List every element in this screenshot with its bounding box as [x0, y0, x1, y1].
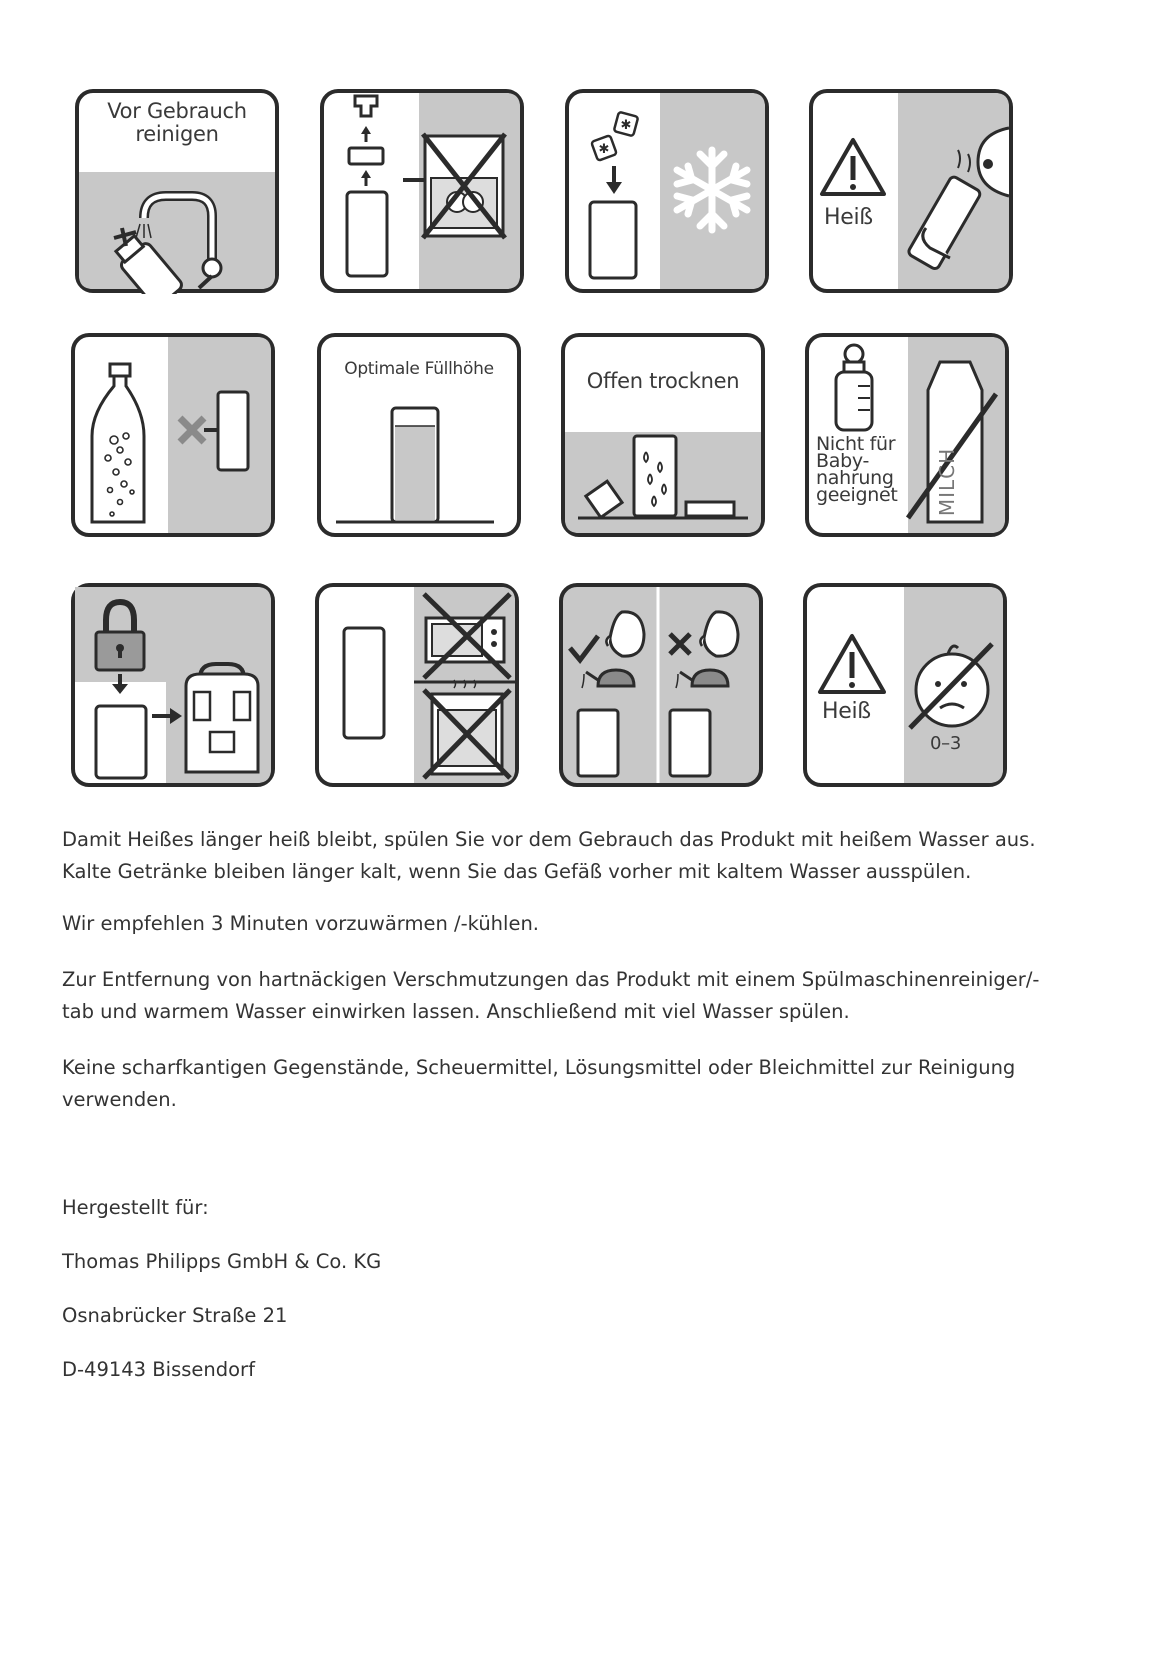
hot-children-warning-pictogram [802, 582, 1008, 788]
manufacturer-block [62, 1192, 1062, 1386]
clean-before-use-label: Vor Gebrauch reinigen [107, 99, 247, 146]
no-baby-food-label: Nicht für Baby-nahrung geeignet [816, 433, 898, 506]
instructions-block-2 [62, 908, 1062, 940]
instructions-block-3 [62, 964, 1062, 1028]
svg-text:✱: ✱ [598, 142, 610, 157]
paragraph-recommend: Wir empfehlen 3 Minuten vorzuwärmen /-kühlen. [62, 912, 540, 935]
age-range-label: 0–3 [930, 733, 962, 754]
no-dishwasher-pictogram [319, 88, 525, 294]
manufacturer-city: D-49143 Bissendorf [62, 1358, 255, 1381]
hot-warning-pictogram [808, 88, 1014, 294]
dry-open-pictogram [560, 332, 766, 538]
no-microwave-oven-pictogram [314, 582, 520, 788]
instructions-block-4 [62, 1052, 1062, 1116]
paragraph-stain-removal: Zur Entfernung von hartnäckigen Verschmutzungen das Produkt mit einem Spülmaschinenreiniger/-tab und warmem Wasser einwirken lassen. Anschließend mit viel Wasser spülen. [62, 968, 1040, 1023]
manufacturer-street: Osnabrücker Straße 21 [62, 1304, 288, 1327]
paragraph-preheat: Damit Heißes länger heiß bleibt, spülen Sie vor dem Gebrauch das Produkt mit heißem Wasser aus. Kalte Getränke bleiben länger kalt, wenn Sie das Gefäß vorher mit kaltem Wasser ausspülen. [62, 828, 1036, 883]
paragraph-cleaning-warning: Keine scharfkantigen Gegenstände, Scheuermittel, Lösungsmittel oder Bleichmittel zur Reinigung verwenden. [62, 1056, 1016, 1111]
locked-transport-pictogram [70, 582, 276, 788]
clean-before-use-pictogram [74, 88, 280, 294]
no-carbonated-drinks-pictogram [70, 332, 276, 538]
fill-level-label: Optimale Füllhöhe [344, 359, 494, 379]
fill-level-pictogram [316, 332, 522, 538]
svg-text:✱: ✱ [620, 118, 632, 133]
hot-children-label: Heiß [822, 699, 871, 724]
preheat-with-water-pictogram [558, 582, 764, 788]
dry-open-label: Offen trocknen [586, 369, 740, 393]
instructions-text [62, 824, 1062, 888]
manufacturer-heading: Hergestellt für: [62, 1196, 209, 1219]
manufacturer-company: Thomas Philipps GmbH & Co. KG [62, 1250, 382, 1273]
milk-carton-label: MILCH [935, 447, 959, 517]
no-baby-food-pictogram [804, 332, 1010, 538]
hot-warning-label: Heiß [824, 205, 873, 230]
ice-cubes-pictogram [564, 88, 770, 294]
